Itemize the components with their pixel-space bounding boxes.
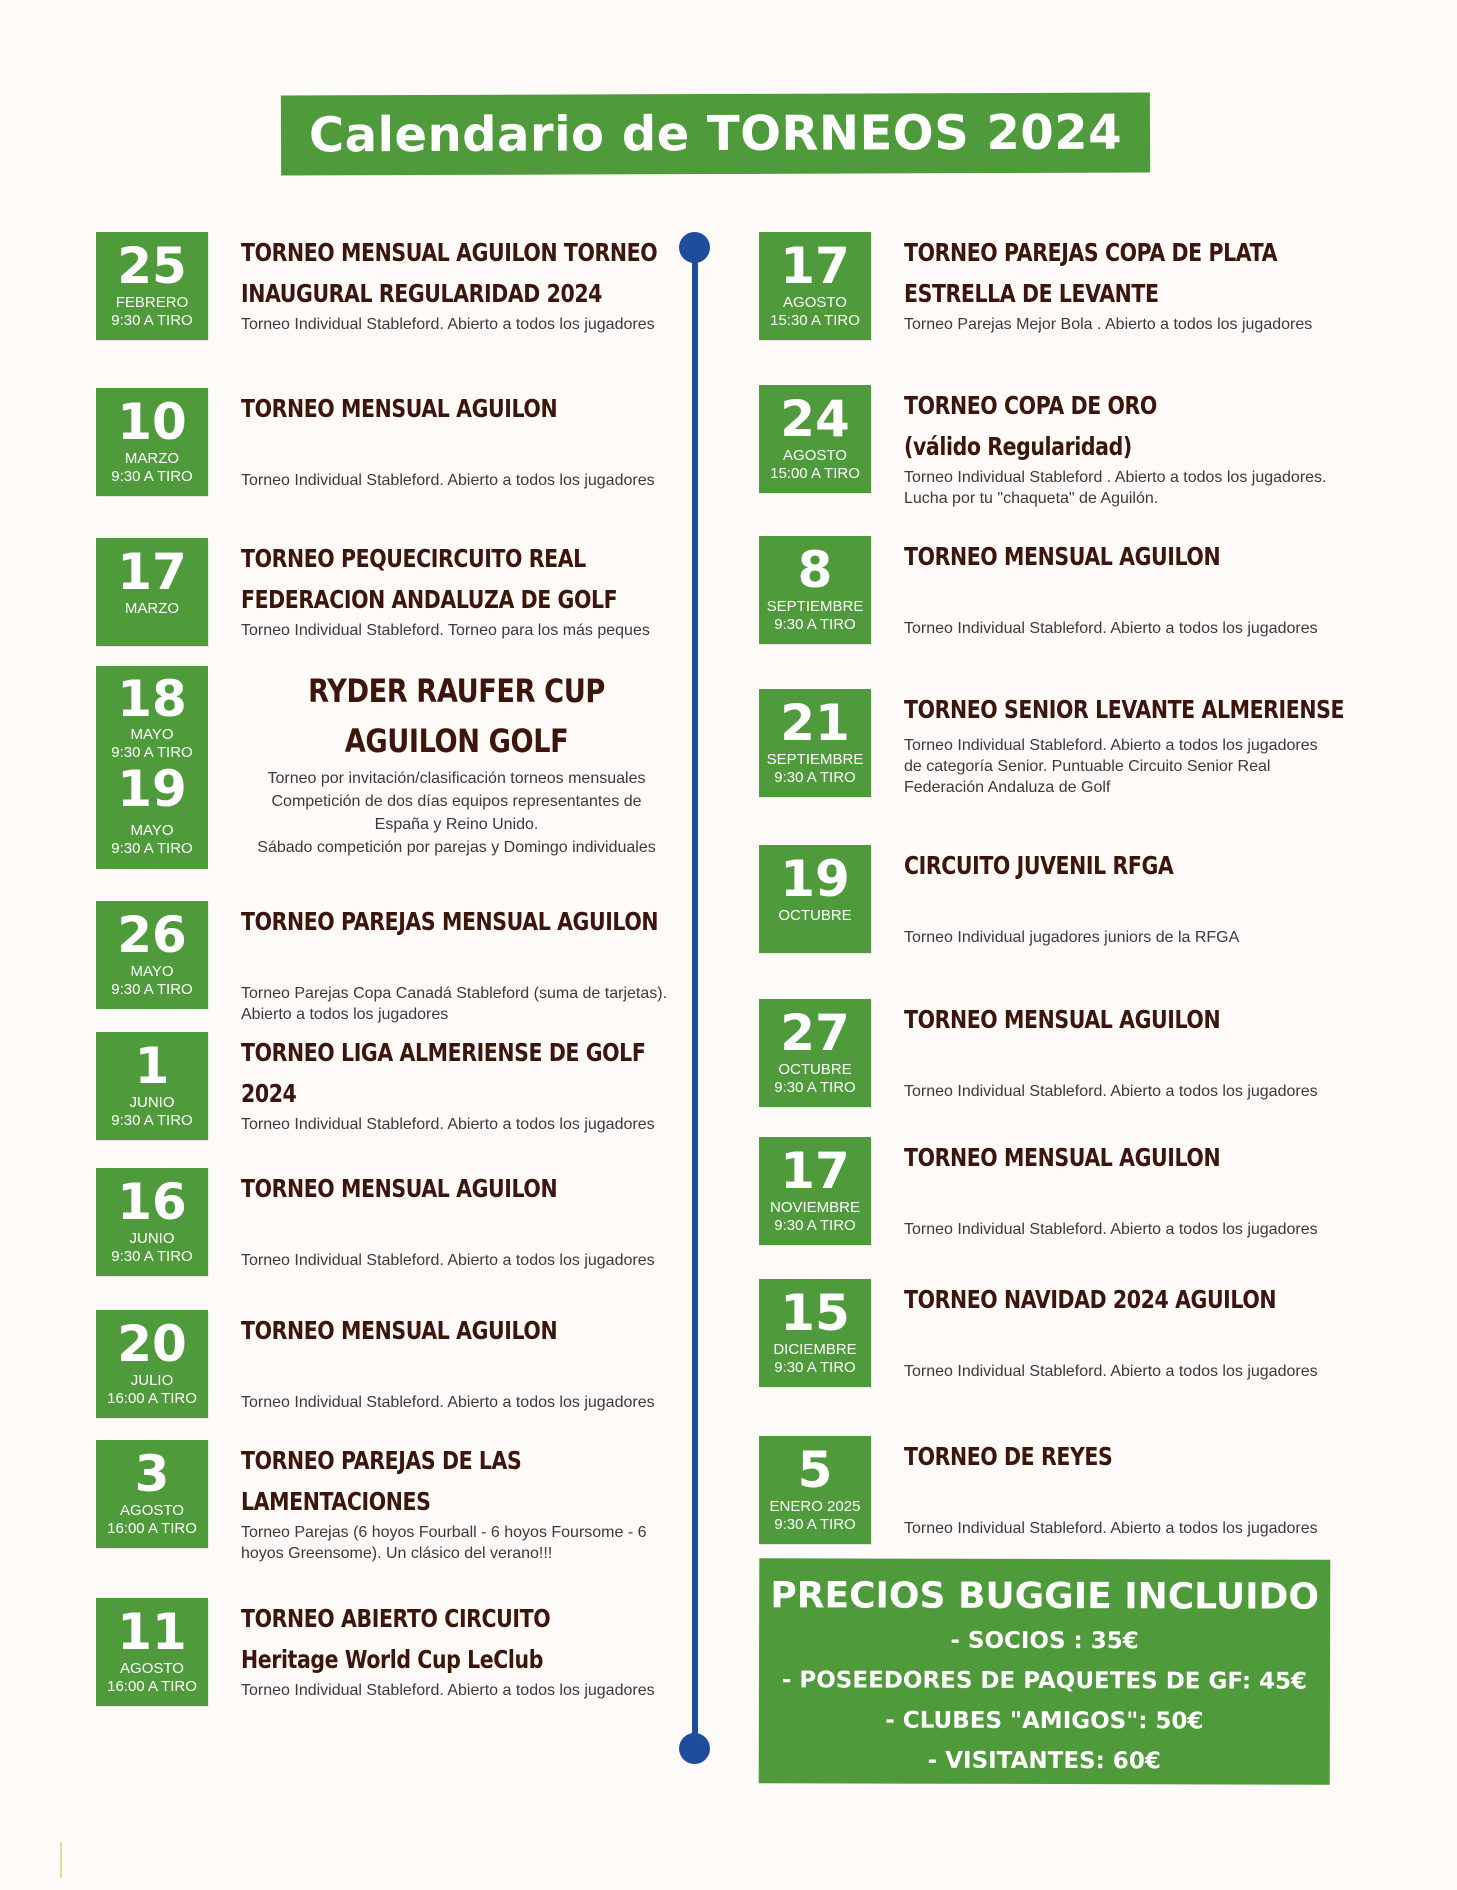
date-day: 3 <box>134 1445 170 1503</box>
event-text <box>904 232 1354 333</box>
date-time: 9:30 A TIRO <box>774 1516 856 1533</box>
date-time: 9:30 A TIRO <box>111 468 193 485</box>
date-box <box>96 1032 208 1140</box>
event-title: TORNEO MENSUAL AGUILON <box>904 1005 1221 1034</box>
event-text <box>241 1598 691 1699</box>
event-description: Torneo Individual jugadores juniors de la RFGA <box>904 929 1240 946</box>
event-description: Lucha por tu "chaqueta" de Aguilón. <box>904 490 1159 507</box>
date-box <box>96 1598 208 1706</box>
event-title: TORNEO PAREJAS MENSUAL AGUILON <box>241 907 659 936</box>
event-title: 2024 <box>241 1079 297 1108</box>
date-box <box>759 845 871 953</box>
date-month: OCTUBRE <box>778 1061 852 1078</box>
event-title: TORNEO PAREJAS DE LAS <box>241 1446 522 1475</box>
event-description: Torneo Individual Stableford. Abierto a todos los jugadores <box>241 1252 655 1269</box>
date-day: 20 <box>117 1315 187 1373</box>
date-month: FEBRERO <box>115 294 189 311</box>
date-box <box>759 1137 871 1245</box>
date-month: MARZO <box>124 600 180 617</box>
date-time: 16:00 A TIRO <box>107 1390 197 1407</box>
ryder-event-text <box>241 666 672 858</box>
event-description: Torneo Individual Stableford. Abierto a todos los jugadores <box>904 1520 1318 1537</box>
event-text <box>904 845 1354 946</box>
prices-title: PRECIOS BUGGIE INCLUIDO <box>770 1575 1320 1618</box>
event-title: (válido Regularidad) <box>904 432 1132 461</box>
date-day: 17 <box>780 1142 850 1200</box>
event-title: TORNEO MENSUAL AGUILON <box>241 1316 558 1345</box>
date-time: 9:30 A TIRO <box>111 744 193 761</box>
event-text <box>241 1310 691 1411</box>
date-box <box>759 999 871 1107</box>
date-time: 15:30 A TIRO <box>770 312 860 329</box>
event-title: RYDER RAUFER CUP <box>308 672 605 710</box>
event-description: Torneo Individual Stableford. Abierto a todos los jugadores <box>241 1682 655 1699</box>
event-description: Torneo Individual Stableford. Abierto a todos los jugadores <box>241 316 655 333</box>
event-title: TORNEO MENSUAL AGUILON <box>904 1143 1221 1172</box>
event-title: TORNEO NAVIDAD 2024 AGUILON <box>904 1285 1277 1314</box>
date-time: 9:30 A TIRO <box>774 616 856 633</box>
date-time: 9:30 A TIRO <box>774 1359 856 1376</box>
date-month: AGOSTO <box>120 1502 184 1519</box>
event-text <box>904 689 1354 796</box>
date-day: 5 <box>797 1441 833 1499</box>
event-description: Torneo Parejas (6 hoyos Fourball - 6 hoyos Foursome - 6 <box>241 1524 647 1541</box>
date-month: JUNIO <box>129 1094 175 1111</box>
date-box <box>96 388 208 496</box>
date-day: 24 <box>780 390 850 448</box>
event-text <box>241 232 691 333</box>
event-title: Heritage World Cup LeClub <box>241 1645 543 1674</box>
event-title: INAUGURAL REGULARIDAD 2024 <box>241 279 603 308</box>
date-day: 19 <box>780 850 850 908</box>
decorative-mark <box>60 1842 62 1878</box>
date-month: DICIEMBRE <box>773 1341 857 1358</box>
date-time: 16:00 A TIRO <box>107 1520 197 1537</box>
date-day: 17 <box>780 237 850 295</box>
event-description: Torneo Parejas Mejor Bola . Abierto a todos los jugadores <box>904 316 1313 333</box>
event-title: TORNEO COPA DE ORO <box>904 391 1157 420</box>
event-title: TORNEO ABIERTO CIRCUITO <box>241 1604 551 1633</box>
event-text <box>904 1137 1354 1238</box>
date-month: MAYO <box>130 726 174 743</box>
date-box <box>759 232 871 340</box>
date-month: MARZO <box>124 450 180 467</box>
price-line: - POSEEDORES DE PAQUETES DE GF: 45€ <box>781 1667 1308 1695</box>
date-month: MAYO <box>130 822 174 839</box>
event-title: TORNEO MENSUAL AGUILON TORNEO <box>241 238 658 267</box>
event-description: Federación Andaluza de Golf <box>904 779 1111 796</box>
event-text <box>904 1279 1354 1380</box>
event-text <box>241 1440 691 1562</box>
date-box <box>759 689 871 797</box>
event-title: FEDERACION ANDALUZA DE GOLF <box>241 585 618 614</box>
date-day: 26 <box>117 906 187 964</box>
date-day: 25 <box>117 237 187 295</box>
date-month: JULIO <box>130 1372 174 1389</box>
timeline-line <box>692 247 698 1748</box>
date-day: 10 <box>117 393 187 451</box>
date-time: 9:30 A TIRO <box>111 312 193 329</box>
event-text <box>241 388 691 489</box>
date-month: NOVIEMBRE <box>769 1199 860 1216</box>
date-time: 9:30 A TIRO <box>774 769 856 786</box>
event-text <box>904 536 1354 637</box>
date-time: 9:30 A TIRO <box>111 981 193 998</box>
date-day: 11 <box>117 1603 187 1661</box>
date-month: ENERO 2025 <box>769 1498 861 1515</box>
event-description: Torneo Individual Stableford. Abierto a todos los jugadores <box>241 1116 655 1133</box>
date-day: 8 <box>797 541 833 599</box>
date-box <box>96 232 208 340</box>
event-text <box>241 901 691 1023</box>
price-line: - CLUBES "AMIGOS": 50€ <box>885 1707 1204 1735</box>
event-description: Torneo Parejas Copa Canadá Stableford (suma de tarjetas). <box>241 985 668 1002</box>
event-title: ESTRELLA DE LEVANTE <box>904 279 1159 308</box>
date-month: AGOSTO <box>783 447 847 464</box>
event-description: Competición de dos días equipos representantes de <box>271 793 642 810</box>
event-description: hoyos Greensome). Un clásico del verano!!! <box>241 1545 553 1562</box>
event-title: TORNEO DE REYES <box>904 1442 1113 1471</box>
date-day: 21 <box>780 694 850 752</box>
date-month: SEPTIEMBRE <box>766 751 864 768</box>
date-day: 19 <box>117 760 187 818</box>
date-time: 9:30 A TIRO <box>111 1248 193 1265</box>
event-title: TORNEO LIGA ALMERIENSE DE GOLF <box>241 1038 646 1067</box>
page-title: Calendario de TORNEOS 2024 <box>308 104 1123 164</box>
event-description: Torneo Individual Stableford. Abierto a todos los jugadores <box>904 737 1318 754</box>
event-description: Torneo Individual Stableford. Abierto a todos los jugadores <box>904 1363 1318 1380</box>
event-text <box>904 999 1354 1100</box>
event-title: TORNEO MENSUAL AGUILON <box>241 394 558 423</box>
ryder-date-box <box>96 666 208 869</box>
date-time: 16:00 A TIRO <box>107 1678 197 1695</box>
event-text <box>241 538 691 639</box>
event-description: Sábado competición por parejas y Domingo individuales <box>257 839 656 856</box>
date-box <box>96 1310 208 1418</box>
event-text <box>904 385 1354 507</box>
event-description: Torneo Individual Stableford. Abierto a todos los jugadores <box>904 620 1318 637</box>
event-description: Torneo por invitación/clasificación torneos mensuales <box>267 770 646 787</box>
event-description: Torneo Individual Stableford. Abierto a todos los jugadores <box>241 1394 655 1411</box>
event-description: Torneo Individual Stableford. Abierto a todos los jugadores <box>904 1221 1318 1238</box>
date-box <box>759 536 871 644</box>
title-banner <box>281 92 1150 175</box>
event-title: TORNEO PEQUECIRCUITO REAL <box>241 544 586 573</box>
price-line: - VISITANTES: 60€ <box>927 1747 1161 1775</box>
event-title: TORNEO MENSUAL AGUILON <box>241 1174 558 1203</box>
date-time: 9:30 A TIRO <box>111 1112 193 1129</box>
date-month: AGOSTO <box>783 294 847 311</box>
date-month: JUNIO <box>129 1230 175 1247</box>
date-time: 9:30 A TIRO <box>774 1079 856 1096</box>
event-title: LAMENTACIONES <box>241 1487 431 1516</box>
date-day: 18 <box>117 670 187 728</box>
event-text <box>904 1436 1354 1537</box>
date-day: 1 <box>134 1037 170 1095</box>
event-title: AGUILON GOLF <box>344 722 569 760</box>
date-box <box>96 1440 208 1548</box>
date-month: OCTUBRE <box>778 907 852 924</box>
date-box <box>96 538 208 646</box>
date-box <box>759 1436 871 1544</box>
event-title: TORNEO MENSUAL AGUILON <box>904 542 1221 571</box>
date-day: 16 <box>117 1173 187 1231</box>
date-day: 27 <box>780 1004 850 1062</box>
event-text <box>241 1032 691 1133</box>
price-line: - SOCIOS : 35€ <box>950 1627 1139 1655</box>
event-title: TORNEO PAREJAS COPA DE PLATA <box>904 238 1278 267</box>
date-month: MAYO <box>130 963 174 980</box>
prices-box <box>759 1558 1331 1784</box>
event-text <box>241 1168 691 1269</box>
event-description: Abierto a todos los jugadores <box>241 1006 449 1023</box>
event-description: España y Reino Unido. <box>374 816 539 833</box>
event-title: TORNEO SENIOR LEVANTE ALMERIENSE <box>904 695 1345 724</box>
date-day: 17 <box>117 543 187 601</box>
event-description: Torneo Individual Stableford. Torneo para los más peques <box>241 622 650 639</box>
date-box <box>96 1168 208 1276</box>
event-description: Torneo Individual Stableford . Abierto a todos los jugadores. <box>904 469 1327 486</box>
event-description: de categoría Senior. Puntuable Circuito Senior Real <box>904 758 1271 775</box>
date-time: 15:00 A TIRO <box>770 465 860 482</box>
date-box <box>759 1279 871 1387</box>
event-description: Torneo Individual Stableford. Abierto a todos los jugadores <box>241 472 655 489</box>
date-box <box>96 901 208 1009</box>
event-description: Torneo Individual Stableford. Abierto a todos los jugadores <box>904 1083 1318 1100</box>
date-box <box>759 385 871 493</box>
timeline-end-dot <box>679 1733 710 1764</box>
date-month: SEPTIEMBRE <box>766 598 864 615</box>
date-time: 9:30 A TIRO <box>774 1217 856 1234</box>
date-day: 15 <box>780 1284 850 1342</box>
date-time: 9:30 A TIRO <box>111 840 193 857</box>
event-title: CIRCUITO JUVENIL RFGA <box>904 851 1174 880</box>
date-month: AGOSTO <box>120 1660 184 1677</box>
